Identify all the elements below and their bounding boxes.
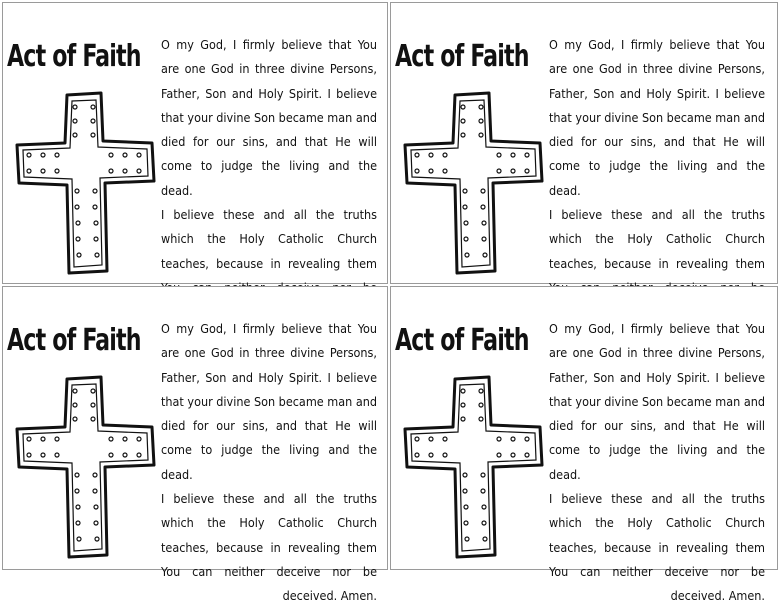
prayer-card-top-left [2, 2, 388, 284]
card-title: Act of Faith [395, 39, 529, 74]
cross-icon [397, 367, 547, 567]
card-title: Act of Faith [7, 323, 141, 358]
prayer-paragraph-2: I believe these and all the truths which the Holy Catholic Church teaches, because in revealing them You can neither deceive nor be deceived. Amen. [161, 491, 377, 604]
prayer-paragraph-2: I believe these and all the truths which the Holy Catholic Church teaches, because in revealing them [549, 207, 765, 271]
card-title: Act of Faith [395, 323, 529, 358]
cross-icon [9, 83, 159, 283]
prayer-text [161, 33, 377, 325]
prayer-card-bottom-left [2, 286, 388, 604]
prayer-paragraph-1: O my God, I firmly believe that You are one God in three divine Persons, Father, Son and Holy Spirit. I believe that your divine Son became man and died for our sins, and that He will come to judge the living and the dead. [161, 37, 377, 198]
cross-icon [9, 367, 159, 567]
prayer-paragraph-2: I believe these and all the truths which the Holy Catholic Church teaches, because in revealing them You can neither deceive nor be deceived. Amen. [549, 491, 765, 604]
cross-icon [397, 83, 547, 283]
prayer-paragraph-2: I believe these and all the truths which the Holy Catholic Church teaches, because in revealing them [161, 207, 377, 271]
prayer-card-top-right [390, 2, 778, 284]
prayer-paragraph-1: O my God, I firmly believe that You are one God in three divine Persons, Father, Son and Holy Spirit. I believe that your divine Son became man and died for our sins, and that He will come to judge the living and the dead. [549, 321, 765, 482]
prayer-text [549, 317, 765, 609]
card-title: Act of Faith [7, 39, 141, 74]
prayer-card-bottom-right [390, 286, 778, 604]
prayer-text [549, 33, 765, 325]
prayer-paragraph-1: O my God, I firmly believe that You are one God in three divine Persons, Father, Son and Holy Spirit. I believe that your divine Son became man and died for our sins, and that He will come to judge the living and the dead. [549, 37, 765, 198]
prayer-text [161, 317, 377, 609]
prayer-paragraph-1: O my God, I firmly believe that You are one God in three divine Persons, Father, Son and Holy Spirit. I believe that your divine Son became man and died for our sins, and that He will come to judge the living and the dead. [161, 321, 377, 482]
